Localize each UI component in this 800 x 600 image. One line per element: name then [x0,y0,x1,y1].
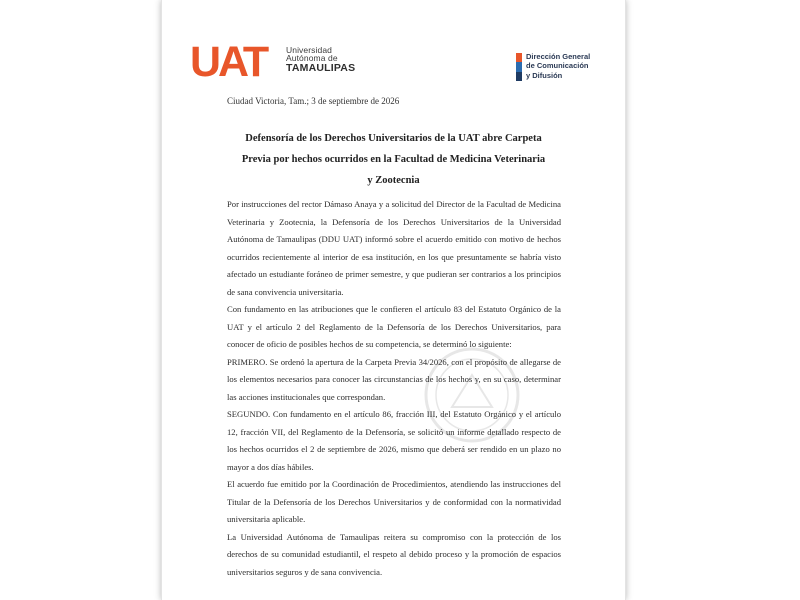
uat-logo-text [286,46,355,75]
logo-line-1: Universidad [286,44,332,55]
title-line-3: y Zootecnia [367,175,420,186]
paragraph-acuerdo: El acuerdo fue emitido por la Coordinación de Procedimientos, atendiendo las instrucciones del Titular de la Defensoría de los Derechos Universitarios y de conformidad con la normatividad universitaria aplicable. [227,479,561,524]
title-line-2: Previa por hechos ocurridos en la Facultad de Medicina Veterinaria [241,154,546,165]
paragraph-segundo: SEGUNDO. Con fundamento en el artículo 86, fracción III, del Estatuto Orgánico y el artículo 12, fracción VII, del Reglamento de la Defensoría, se solicitó un informe detallado respecto de los hechos ocurridos el 2 de septiembre de 2026, mismo que deberá ser rendido en un plazo no mayor a dos días hábiles. [227,409,561,472]
document-body [227,196,561,581]
paragraph-compromiso: La Universidad Autónoma de Tamaulipas reitera su compromiso con la protección de los derechos de su comunidad estudiantil, el respeto al debido proceso y la promoción de espacios universitarios seguros y de sana convivencia. [227,531,561,577]
department-stripe-icon [516,53,522,81]
uat-logo [190,40,355,80]
document-title [212,128,575,191]
paragraph-intro: Por instrucciones del rector Dámaso Anaya y a solicitud del Director de la Facultad de Medicina Veterinaria y Zootecnia, la Defensoría de los Derechos Universitarios de la Universidad Autónoma de Tamaulipas (DDU UAT) informó sobre el acuerdo emitido con motivo de hechos ocurridos recientemente al interior de esa institución, en los que presuntamente se habría visto afectado un estudiante foráneo de primer semestre, y que pudieran ser contrarios a los principios de sana convivencia universitaria. [227,199,561,297]
department-name [526,52,590,80]
department-line-2: de Comunicación [526,61,589,71]
paragraph-fundamento: Con fundamento en las atribuciones que le confieren el artículo 83 del Estatuto Orgánico de la UAT y el artículo 2 del Reglamento de la Defensoría de los Derechos Universitarios, para conocer de oficio de posibles hechos de su competencia, se determinó lo siguiente: [227,304,561,349]
date-line: Ciudad Victoria, Tam.; 3 de septiembre de 2026 [227,96,400,106]
logo-line-3: TAMAULIPAS [286,62,356,75]
paragraph-primero: PRIMERO. Se ordenó la apertura de la Carpeta Previa 34/2026, con el propósito de allegarse de los elementos necesarios para conocer las circunstancias de los hechos y, en su caso, determinar las acciones institucionales que correspondan. [227,356,561,402]
title-line-1: Defensoría de los Derechos Universitarios de la UAT abre Carpeta [245,133,542,144]
department-line-1: Dirección General [526,52,591,61]
logo-line-2: Autónoma de [286,53,338,64]
uat-logo-mark: UAT [190,41,267,79]
department-line-3: y Difusión [526,70,563,80]
department-block [516,52,590,81]
uat-logo-mark-icon [190,41,282,79]
document-page [162,0,625,600]
